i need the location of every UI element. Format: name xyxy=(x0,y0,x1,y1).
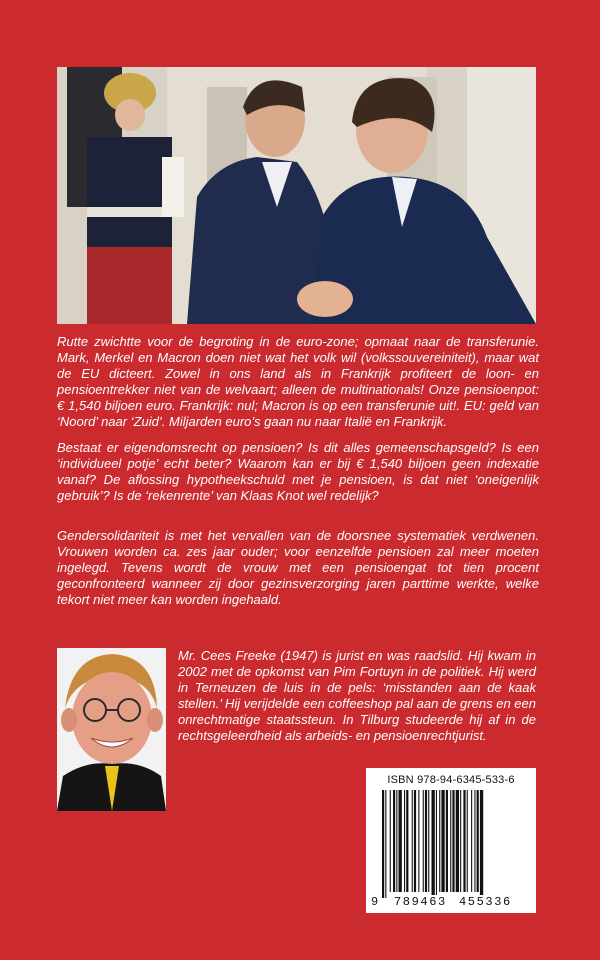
barcode-bar xyxy=(471,790,472,892)
cover-photo-illustration xyxy=(57,67,536,324)
barcode-digit-first: 9 xyxy=(371,895,380,909)
barcode-bar xyxy=(439,790,440,892)
isbn-barcode xyxy=(366,768,536,913)
barcode-bar xyxy=(390,790,391,892)
barcode-bar xyxy=(452,790,454,892)
barcode-bar xyxy=(382,790,384,898)
barcode-bar xyxy=(467,790,468,892)
barcode-bar xyxy=(477,790,479,892)
barcode-digits-left: 789463 xyxy=(394,895,447,909)
barcode-bar xyxy=(463,790,465,892)
barcode-bar xyxy=(423,790,424,892)
barcode-bar xyxy=(412,790,413,892)
barcode-bar xyxy=(446,790,448,892)
barcode-bar xyxy=(456,790,459,892)
barcode-bar xyxy=(385,790,386,898)
barcode-bar xyxy=(418,790,419,892)
barcode-bar xyxy=(425,790,427,892)
barcode-bar xyxy=(404,790,405,892)
barcode-bar xyxy=(436,790,437,898)
barcode-bar xyxy=(460,790,461,892)
author-portrait-illustration xyxy=(57,648,166,811)
barcode-bars xyxy=(380,790,526,898)
blurb-paragraph-3: Gendersolidariteit is met het vervallen van de doorsnee systematiek verdwenen. Vrouwen worden ca. zes jaar ouder; voor eenzelfde pensioen zal meer moeten ingelegd. Tevens wordt de vrouw met een pensioengat tot tien procent geconfronteerd wanneer zij door gezinsverzorging jaren parttime werkte, welke tekort niet meer kan worden ingehaald. xyxy=(57,528,539,607)
barcode-bar xyxy=(480,790,483,898)
cover-photo xyxy=(57,67,536,324)
author-photo xyxy=(57,648,166,811)
author-bio: Mr. Cees Freeke (1947) is jurist en was raadslid. Hij kwam in 2002 met de opkomst van Pim Fortuyn in de politiek. Hij werd in Terneuzen de luis in de pels: ‘misstanden aan de kaak stellen.’ Hij verijdelde een coffeeshop pal aan de grens en een onrechtmatige staatssteun. In Tilburg studeerde hij af in de rechtsgeleerdheid als arbeids- en pensioenrechtjurist. xyxy=(178,648,536,743)
barcode-bar xyxy=(406,790,408,892)
barcode-bar xyxy=(393,790,395,892)
barcode-digits-right: 455336 xyxy=(459,895,512,909)
barcode-bar xyxy=(428,790,429,892)
blurb-paragraph-1: Rutte zwichtte voor de begroting in de euro-zone; opmaat naar de transferunie. Mark, Merkel en Macron doen niet wat het volk wil (volkssouvereiniteit), maar wat de EU dicteert. Zowel in ons land als in Frankrijk profiteert de loon- en pensioentrekker niet van de welvaart; alleen de multinationals! Onze pensioenpot: € 1,540 biljoen euro. Frankrijk: nul; Macron is op een transferunie uit!. EU: geld van ‘Noord’ naar ‘Zuid’. Miljarden euro’s gaan nu naar Italië en Frankrijk. xyxy=(57,334,539,429)
isbn-label: ISBN 978-94-6345-533-6 xyxy=(387,774,515,786)
barcode-bar xyxy=(441,790,444,892)
blurb-paragraph-2: Bestaat er eigendomsrecht op pensioen? Is dit alles gemeenschapsgeld? Is een ‘individueel potje’ echt beter? Waarom kan er bij € 1,540 biljoen geen indexatie vanaf? De aflossing hypotheekschuld met je pensioen, is dat niet ‘oneigenlijk gebruik’? Is de ‘rekenrente’ van Klaas Knot wel redelijk? xyxy=(57,440,539,503)
barcode-bar xyxy=(414,790,416,892)
barcode-bar xyxy=(399,790,402,892)
barcode-bar xyxy=(396,790,397,892)
barcode-bar xyxy=(450,790,451,892)
barcode-bar xyxy=(432,790,435,898)
barcode-bar xyxy=(474,790,475,892)
